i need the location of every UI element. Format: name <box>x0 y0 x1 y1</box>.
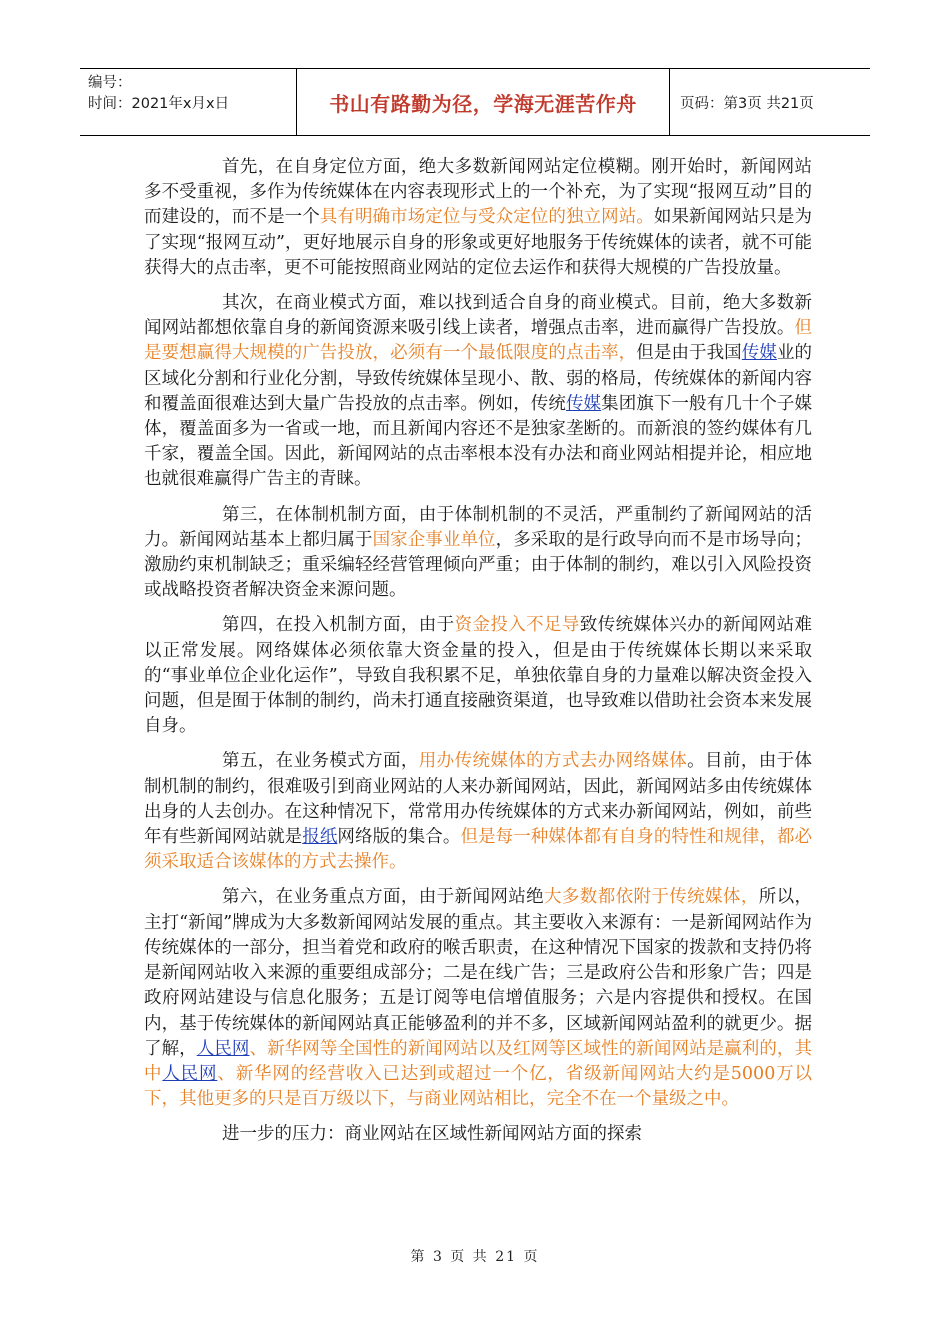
highlighted-text: 国家企事业单位 <box>372 529 496 550</box>
highlighted-text: 但是每一种媒体都有自身的特性和规律，都必须采取适合该媒体的方式去操作。 <box>144 827 813 873</box>
text-run: 如果新闻网站只是为了实现“报网互动”，更好地展示自身的形象或更好地服务于传统媒体的读者，就不可能获得大的点击率，更不可能按照商业网站的定位去运作和获得大规模的广告投放量。 <box>144 207 813 278</box>
inline-link[interactable]: 人民网 <box>196 1038 250 1059</box>
text-run: 网络版的集合。 <box>337 827 461 848</box>
document-date: 时间：2021年x月x日 <box>88 96 230 112</box>
page-footer: 第 3 页 共 21 页 <box>410 1249 540 1265</box>
paragraph <box>144 1122 812 1147</box>
inline-link[interactable]: 传媒 <box>565 393 602 414</box>
highlighted-text: 、新华网的经营收入已达到或超过一个亿，省级新闻网站大约是5000万以下，其他更多的只是百万级以下，与商业网站相比，完全不在一个量级之中。 <box>144 1063 812 1110</box>
header-motto: 书山有路勤为径，学海无涯苦作舟 <box>297 69 670 135</box>
text-run: 集团旗下一般有几十个子媒体，覆盖面多为一省或一地，而且新闻内容还不是独家垄断的。而新浪的签约媒体有几千家，覆盖全国。因此，新闻网站的点击率根本没有办法和商业网站相提并论，相应地也就很难赢得广告主的青睐。 <box>144 393 813 490</box>
text-run: 首先，在自身定位方面，绝大多数新闻网站定位模糊。刚开始时，新闻网站多不受重视，多作为传统媒体在内容表现形式上的一个补充，为了实现“报网互动”目的而建设的，而不是一个 <box>144 157 812 228</box>
paragraph <box>144 613 812 739</box>
header-table <box>80 68 870 136</box>
paragraph <box>144 503 812 604</box>
text-run: 所以，主打“新闻”牌成为大多数新闻网站发展的重点。其主要收入来源有：一是新闻网站作为传统媒体的一部分，担当着党和政府的喉舌职责，在这种情况下国家的拨款和支持仍将是新闻网站收入来源的重要组成部分；二是在线广告；三是政府公告和形象广告；四是政府网站建设与信息化服务；五是订阅等电信增值服务；六是内容提供和授权。在国内，基于传统媒体的新闻网站真正能够盈利的并不多，区域新闻网站盈利的就更少。据了解， <box>144 887 812 1059</box>
highlighted-text: 用办传统媒体的方式去办网络媒体 <box>418 751 688 772</box>
text-run: 第三，在体制机制方面，由于体制机制的不灵活，严重制约了新闻网站的活力。新闻网站基本上都归属于 <box>144 504 812 550</box>
paragraph <box>144 155 812 281</box>
text-run: 业的区域化分割和行业化分割，导致传统媒体呈现小、散、弱的格局，传统媒体的新闻内容和覆盖面很难达到大量广告投放的点击率。例如，传统 <box>144 343 813 414</box>
inline-link[interactable]: 报纸 <box>302 827 338 848</box>
document-body <box>144 155 812 1158</box>
inline-link[interactable]: 传媒 <box>741 343 777 364</box>
text-run: 其次，在商业模式方面，难以找到适合自身的商业模式。目前，绝大多数新闻网站都想依靠自身的新闻资源来吸引线上读者，增强点击率，进而赢得广告投放。 <box>144 293 812 339</box>
paragraph <box>144 749 812 875</box>
highlighted-text: 具有明确市场定位与受众定位的独立网站。 <box>319 207 654 228</box>
text-run: ，多采取的是行政导向而不是市场导向；激励约束机制缺乏；重采编轻经营管理倾向严重；由于体制的制约，难以引入风险投资或战略投资者解决资金来源问题。 <box>144 529 813 601</box>
header-meta <box>80 69 297 135</box>
header-page-number: 页码：第3页 共21页 <box>680 95 814 112</box>
highlighted-text: 资金投入不足导 <box>454 615 580 636</box>
paragraph <box>144 291 812 493</box>
text-run: 致传统媒体兴办的新闻网站难以正常发展。网络媒体必须依靠大资金量的投入，但是由于传统媒体长期以来采取的“事业单位企业化运作”，导致自我积累不足，单独依靠自身的力量难以解决资金投入问题，但是囿于体制的制约，尚未打通直接融资渠道，也导致难以借助社会资本来发展自身。 <box>144 615 812 737</box>
text-run: 第五，在业务模式方面， <box>222 751 419 772</box>
text-run: 第六，在业务重点方面，由于新闻网站绝 <box>222 887 545 908</box>
text-run: 第四，在投入机制方面，由于 <box>222 615 455 636</box>
highlighted-text: 大多数都依附于传统媒体， <box>544 887 759 908</box>
text-run: 但是由于我国 <box>636 343 742 364</box>
text-run: 进一步的压力：商业网站在区域性新闻网站方面的探索 <box>222 1124 642 1145</box>
highlighted-text: 但是要想赢得大规模的广告投放，必须有一个最低限度的点击率， <box>144 318 812 364</box>
text-run: 。目前，由于体制机制的制约，很难吸引到商业网站的人来办新闻网站，因此，新闻网站多由传统媒体出身的人去创办。在这种情况下，常常用办传统媒体的方式来办新闻网站，例如，前些年有些新闻网站就是 <box>144 751 812 848</box>
inline-link[interactable]: 人民网 <box>162 1063 218 1084</box>
highlighted-text: 、新华网等全国性的新闻网站以及红网等区域性的新闻网站是赢利的，其中 <box>144 1038 813 1084</box>
paragraph <box>144 885 812 1112</box>
document-number-label: 编号： <box>88 75 132 91</box>
